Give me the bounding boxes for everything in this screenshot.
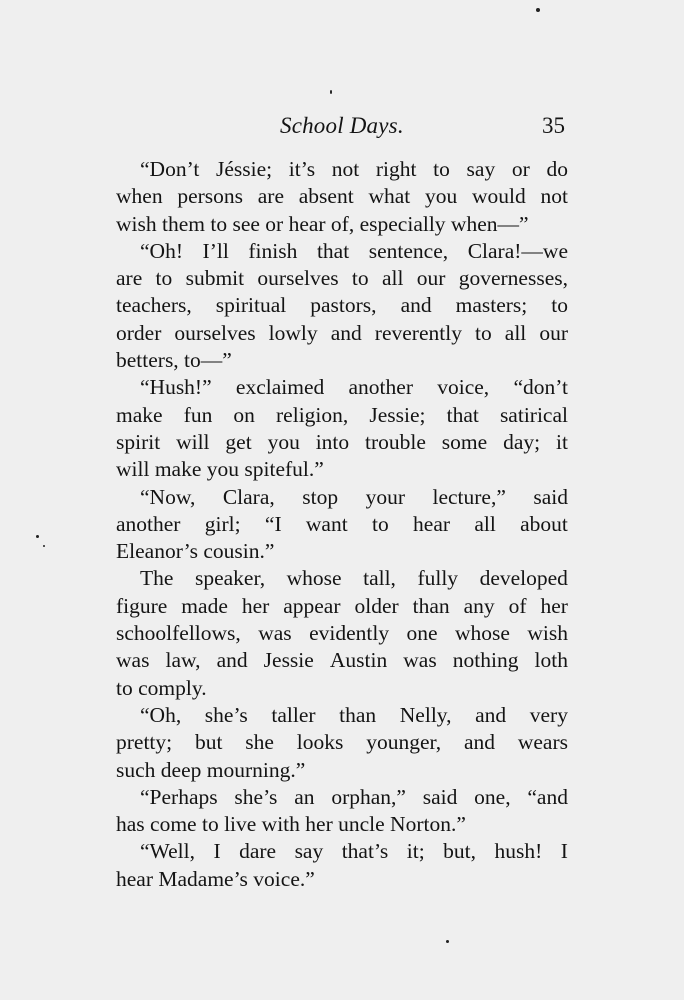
word: that — [446, 402, 479, 427]
word: younger, — [366, 730, 442, 755]
word: teachers, — [116, 293, 192, 318]
word: older — [354, 593, 399, 618]
word: get — [225, 429, 252, 454]
word: looks — [296, 730, 344, 755]
word: wears — [517, 730, 568, 755]
word: one, — [474, 784, 511, 809]
text-line-content: has come to live with her uncle Norton.” — [116, 812, 466, 837]
word: was — [258, 621, 292, 646]
word: stop — [302, 484, 339, 509]
text-line — [116, 811, 568, 838]
text-line — [116, 183, 568, 210]
word: spiritual — [215, 293, 287, 318]
word: one — [406, 621, 438, 646]
page-header — [0, 113, 684, 147]
word: and — [330, 320, 362, 345]
word: into — [315, 429, 350, 454]
word: your — [365, 484, 405, 509]
word: tall, — [363, 566, 396, 591]
word: but, — [443, 839, 477, 864]
word: and — [216, 648, 248, 673]
word: exclaimed — [235, 375, 325, 400]
word: said — [422, 784, 458, 809]
word: that’s — [341, 839, 389, 864]
word: it; — [406, 839, 425, 864]
word: want — [305, 511, 348, 536]
word: or — [511, 157, 530, 181]
word: about — [520, 511, 568, 536]
word: evidently — [309, 621, 390, 646]
word: some — [441, 429, 488, 454]
word: an — [294, 784, 315, 809]
scan-speck — [330, 90, 332, 94]
text-line — [116, 620, 568, 647]
word: spirit — [116, 429, 161, 454]
running-title: School Days. — [280, 113, 404, 138]
word: hush! — [494, 839, 543, 864]
word: are — [116, 266, 143, 291]
word: I — [213, 839, 221, 864]
word: and — [463, 730, 496, 755]
word: day; — [503, 429, 541, 454]
word: she’s — [204, 702, 248, 727]
word: to — [351, 266, 369, 291]
word: masters; — [455, 293, 528, 318]
word: finish — [248, 238, 298, 263]
word: nothing — [452, 648, 519, 673]
word: submit — [185, 266, 245, 291]
body-text — [116, 156, 568, 893]
page-number: 35 — [542, 113, 565, 138]
word: “Well, — [140, 839, 195, 864]
word: “Oh! — [140, 238, 183, 263]
word: taller — [271, 702, 316, 727]
word: not — [331, 157, 360, 181]
word: to — [475, 320, 492, 345]
text-line — [116, 729, 568, 756]
text-line — [116, 647, 568, 674]
word: but — [194, 730, 223, 755]
word: you — [425, 184, 458, 209]
text-line — [116, 402, 568, 429]
text-line — [116, 484, 568, 511]
word: fully — [417, 566, 459, 591]
text-line-content: to comply. — [116, 675, 207, 700]
word: “don’t — [513, 375, 568, 400]
word: not — [540, 184, 568, 209]
text-line — [116, 838, 568, 865]
word: “Oh, — [140, 702, 182, 727]
word: developed — [479, 566, 568, 591]
word: Jessie — [263, 648, 314, 673]
word: than — [412, 593, 450, 618]
word: “Now, — [140, 484, 196, 509]
text-line — [116, 211, 568, 238]
text-line — [116, 784, 568, 811]
word: pastors, — [310, 293, 377, 318]
word: The — [140, 566, 174, 591]
word: I’ll — [202, 238, 229, 263]
word: voice, — [437, 375, 490, 400]
word: order — [116, 320, 162, 345]
word: schoolfellows, — [116, 621, 241, 646]
word: Jéssie; — [215, 157, 273, 181]
word: whose — [286, 566, 342, 591]
text-line — [116, 238, 568, 265]
word: all — [504, 320, 527, 345]
word: to — [551, 293, 568, 318]
word: all — [381, 266, 404, 291]
text-line — [116, 292, 568, 319]
text-line — [116, 456, 568, 483]
word: absent — [298, 184, 354, 209]
word: appear — [283, 593, 341, 618]
word: “Don’t — [140, 157, 200, 181]
word: “and — [527, 784, 568, 809]
word: and — [475, 702, 507, 727]
text-line — [116, 156, 568, 183]
word: it — [555, 429, 568, 454]
word: fun — [183, 402, 213, 427]
word: say — [294, 839, 324, 864]
word: Austin — [329, 648, 388, 673]
text-line-content: such deep mourning.” — [116, 757, 306, 782]
text-line-content: Eleanor’s cousin.” — [116, 539, 275, 564]
word: do — [546, 157, 568, 181]
word: and — [400, 293, 432, 318]
text-line — [116, 374, 568, 401]
word: dare — [239, 839, 277, 864]
word: was — [403, 648, 437, 673]
text-line-content: wish them to see or hear of, especially when—” — [116, 211, 529, 236]
word: to — [155, 266, 173, 291]
word: pretty; — [116, 730, 173, 755]
word: made — [181, 593, 228, 618]
text-line — [116, 511, 568, 538]
word: religion, — [276, 402, 349, 427]
text-line — [116, 593, 568, 620]
word: governesses, — [458, 266, 568, 291]
word: reverently — [374, 320, 462, 345]
word: Clara!—we — [467, 238, 568, 263]
word: ourselves — [257, 266, 339, 291]
text-line — [116, 757, 568, 784]
word: what — [368, 184, 411, 209]
word: when — [116, 184, 163, 209]
word: to — [433, 157, 450, 181]
word: on — [233, 402, 255, 427]
word: loth — [534, 648, 568, 673]
word: are — [257, 184, 285, 209]
word: Jessie; — [369, 402, 426, 427]
word: sentence, — [368, 238, 449, 263]
word: say — [466, 157, 496, 181]
word: whose — [455, 621, 510, 646]
word: another — [116, 511, 181, 536]
word: our — [416, 266, 446, 291]
word: I — [560, 839, 568, 864]
word: another — [348, 375, 413, 400]
word: was — [116, 648, 150, 673]
word: it’s — [288, 157, 316, 181]
scan-speck — [43, 545, 45, 547]
word: will — [176, 429, 210, 454]
text-line — [116, 702, 568, 729]
word: to — [372, 511, 389, 536]
word: speaker, — [194, 566, 266, 591]
word: our — [539, 320, 568, 345]
word: very — [529, 702, 568, 727]
text-line-content: betters, to—” — [116, 348, 232, 373]
word: Nelly, — [399, 702, 452, 727]
word: girl; — [204, 511, 241, 536]
word: you — [267, 429, 300, 454]
word: wish — [527, 621, 568, 646]
word: hear — [413, 511, 451, 536]
text-line-content: hear Madame’s voice.” — [116, 866, 315, 891]
text-line — [116, 429, 568, 456]
word: she — [245, 730, 274, 755]
word: than — [339, 702, 377, 727]
word: Clara, — [222, 484, 275, 509]
text-line — [116, 538, 568, 565]
word: lecture,” — [432, 484, 506, 509]
word: said — [533, 484, 568, 509]
word: she’s — [234, 784, 278, 809]
word: satirical — [499, 402, 568, 427]
text-line — [116, 320, 568, 347]
scan-speck — [36, 535, 39, 538]
word: that — [316, 238, 350, 263]
text-line-content: will make you spiteful.” — [116, 457, 324, 482]
word: orphan,” — [331, 784, 406, 809]
word: law, — [165, 648, 201, 673]
scan-speck — [446, 940, 449, 943]
word: trouble — [365, 429, 426, 454]
word: “I — [264, 511, 282, 536]
word: “Perhaps — [140, 784, 218, 809]
word: lowly — [268, 320, 318, 345]
text-line — [116, 565, 568, 592]
scan-speck — [536, 8, 540, 12]
word: her — [540, 593, 568, 618]
word: would — [472, 184, 526, 209]
text-line — [116, 675, 568, 702]
text-line — [116, 265, 568, 292]
word: ourselves — [174, 320, 256, 345]
word: any — [463, 593, 495, 618]
word: right — [375, 157, 417, 181]
word: “Hush!” — [140, 375, 212, 400]
text-line — [116, 347, 568, 374]
word: of — [508, 593, 527, 618]
word: all — [474, 511, 496, 536]
word: her — [241, 593, 270, 618]
word: make — [116, 402, 163, 427]
word: persons — [177, 184, 244, 209]
text-line — [116, 866, 568, 893]
word: figure — [116, 593, 168, 618]
